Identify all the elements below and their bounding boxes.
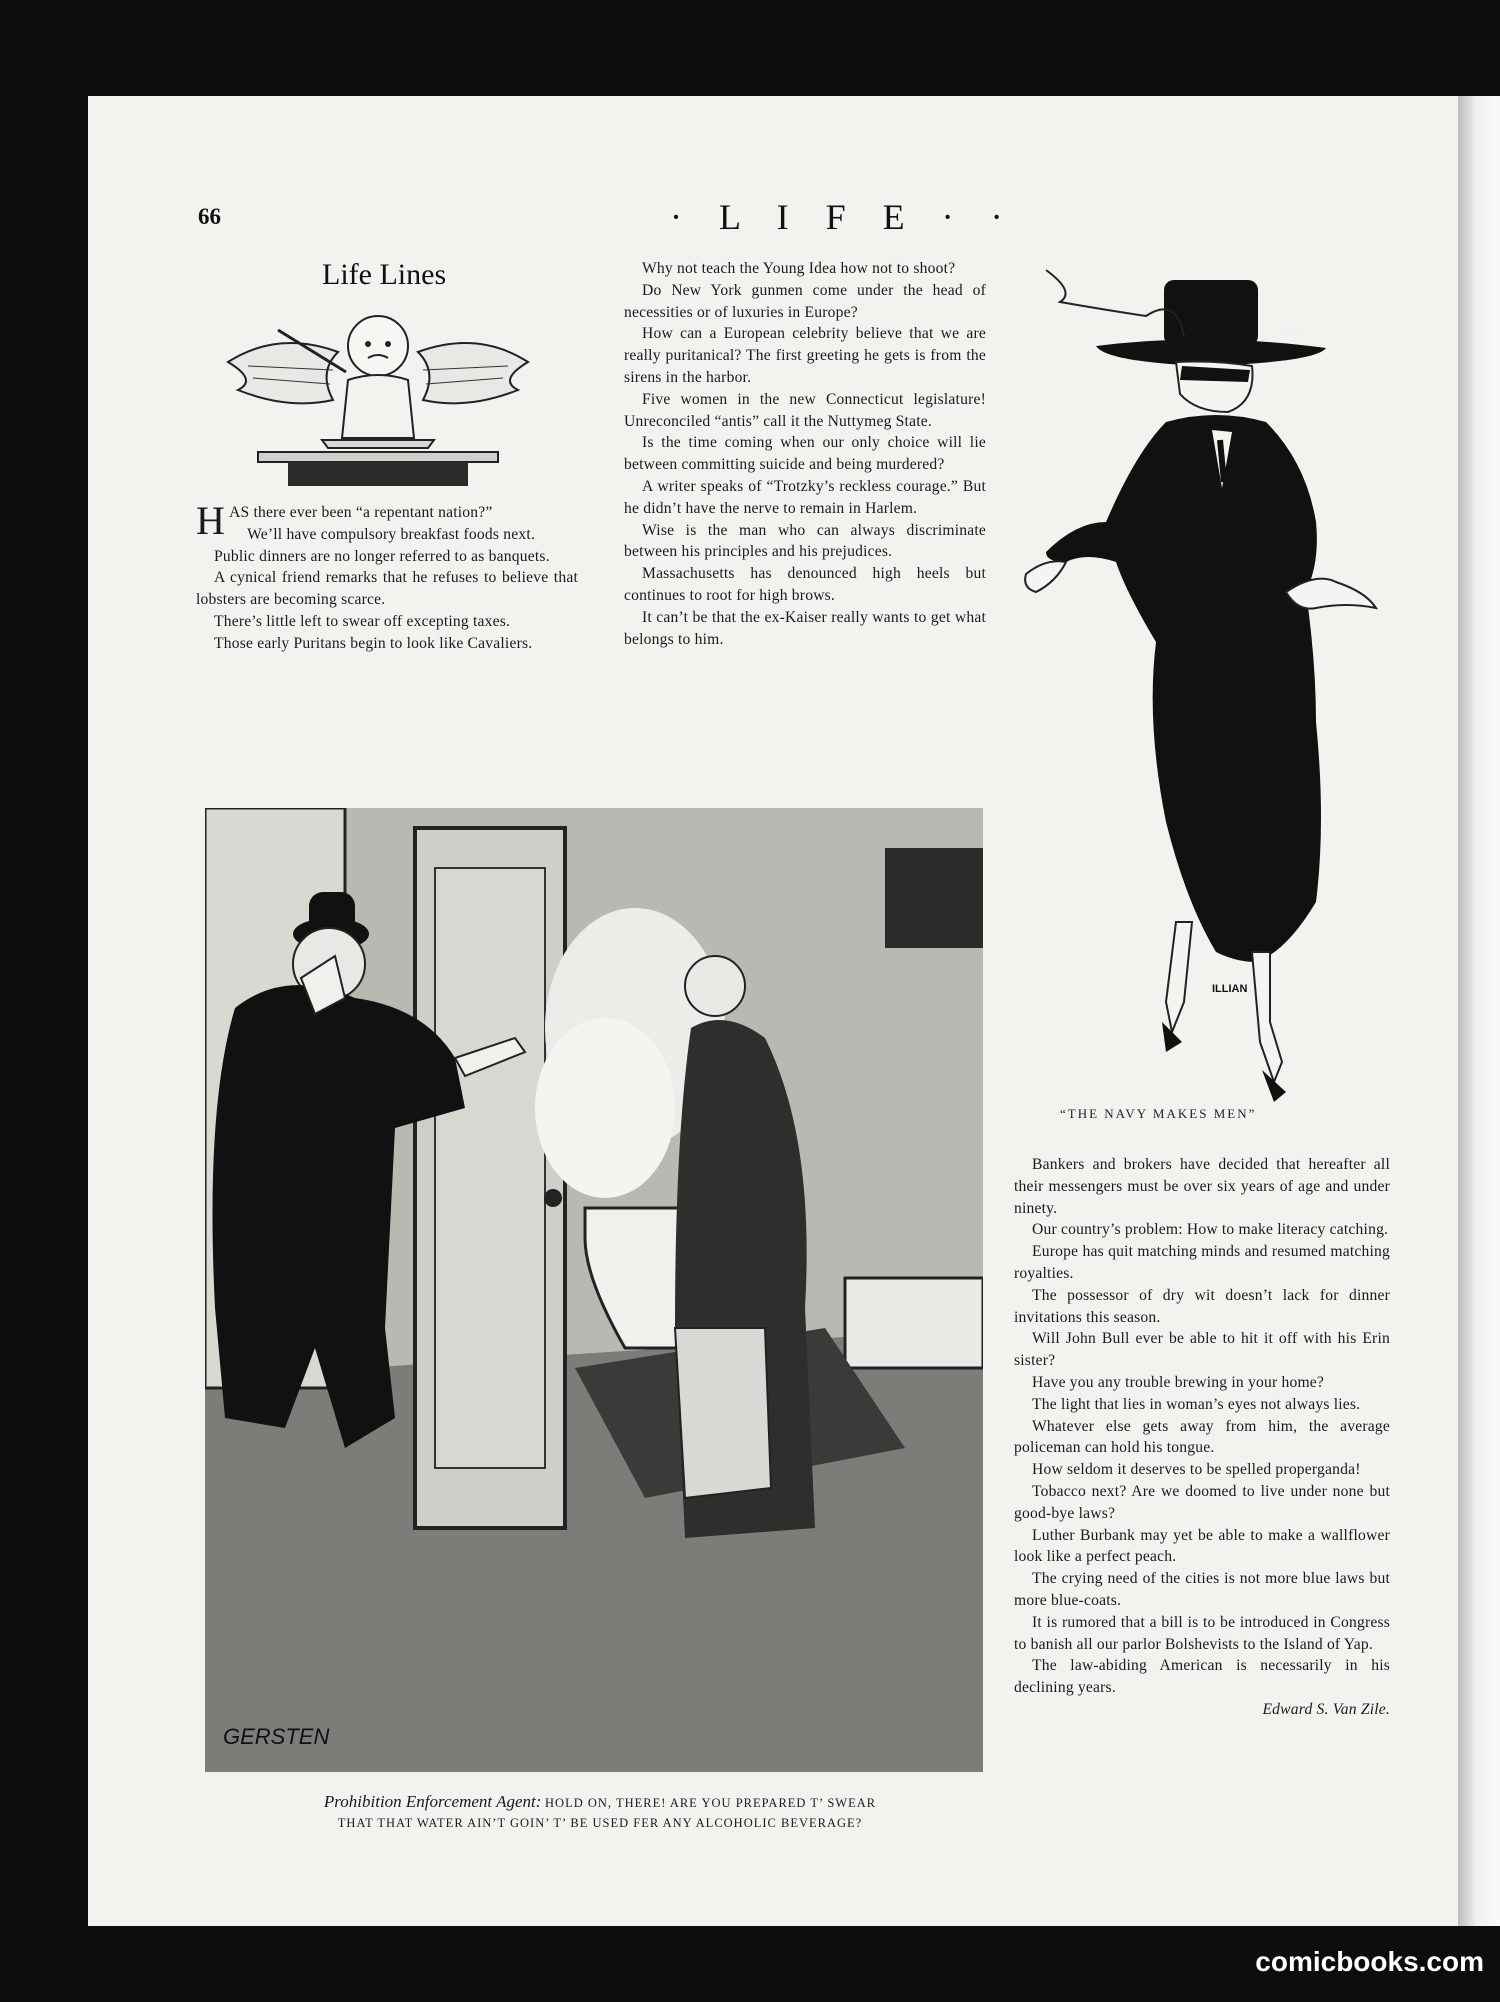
author-signature: Edward S. Van Zile. <box>1262 1700 1390 1718</box>
paragraph-14: The law-abiding American is necessarily in his declining years. <box>1014 1657 1390 1697</box>
watermark: comicbooks.com <box>1255 1946 1484 1977</box>
caption-line-2: THAT THAT WATER AIN’T GOIN’ T’ BE USED FER ANY ALCOHOLIC BEVERAGE? <box>337 1816 863 1830</box>
paragraph-8: Whatever else gets away from him, the average policeman can hold his tongue. <box>1014 1417 1390 1457</box>
paragraph-6: A writer speaks of “Trotzky’s reckless courage.” But he didn’t have the nerve to remain in Harlem. <box>624 477 986 517</box>
paragraph-9: It can’t be that the ex-Kaiser really wants to get what belongs to him. <box>624 608 986 648</box>
paragraph-4: The possessor of dry wit doesn’t lack for dinner invitations this season. <box>1014 1286 1390 1326</box>
section-title: Life Lines <box>322 258 447 291</box>
paragraph-3: Public dinners are no longer referred to as banquets. <box>214 547 550 565</box>
paragraph-4: A cynical friend remarks that he refuses to believe that lobsters are becoming scarce. <box>196 569 578 609</box>
paragraph-5: Is the time coming when our only choice will lie between committing suicide and being murdered? <box>624 434 986 474</box>
column-3-text <box>1014 1154 1390 1721</box>
facing-page-edge <box>1458 96 1500 1926</box>
paragraph-7: Wise is the man who can always discriminate between his principles and his prejudices. <box>624 521 986 561</box>
caption-speaker: Prohibition Enforcement Agent: <box>323 1792 542 1811</box>
illustration-caption: “THE NAVY MAKES MEN” <box>1060 1106 1257 1121</box>
paragraph-2: Our country’s problem: How to make literacy catching. <box>1032 1221 1389 1239</box>
page-number: 66 <box>198 204 221 229</box>
paragraph-2: Do New York gunmen come under the head of necessities or of luxuries in Europe? <box>624 281 986 321</box>
paragraph-13: It is rumored that a bill is to be introduced in Congress to banish all our parlor Bolshevists to the Island of Yap. <box>1014 1613 1390 1653</box>
column-1-text <box>196 498 578 655</box>
paragraph-4: Five women in the new Connecticut legislature! Unreconciled “antis” call it the Nuttymeg State. <box>624 390 986 430</box>
paragraph-9: How seldom it deserves to be spelled properganda! <box>1032 1461 1361 1479</box>
caption-line-1: HOLD ON, THERE! ARE YOU PREPARED T’ SWEAR <box>545 1796 877 1810</box>
paragraph-1: Why not teach the Young Idea how not to shoot? <box>642 260 956 277</box>
paragraph-10: Tobacco next? Are we doomed to live under none but good-bye laws? <box>1014 1482 1390 1522</box>
artist-signature: ILLIAN <box>1212 983 1248 995</box>
paragraph-1: Bankers and brokers have decided that hereafter all their messengers must be over six years of age and under ninety. <box>1014 1156 1390 1217</box>
paragraph-12: The crying need of the cities is not more blue laws but more blue-coats. <box>1014 1570 1390 1609</box>
cartoon-artist-signature: GERSTEN <box>223 1724 330 1749</box>
cartoon-illustration <box>205 808 983 1772</box>
cherub-illustration <box>218 300 538 490</box>
column-2-text <box>624 258 986 650</box>
paragraph-8: Massachusetts has denounced high heels but continues to root for high brows. <box>624 565 986 604</box>
navy-woman-illustration <box>1016 262 1396 1102</box>
cap-text: U.S. <box>1278 323 1306 339</box>
paragraph-5: There’s little left to swear off excepting taxes. <box>214 612 511 630</box>
masthead: · L I F E · · <box>670 197 1017 237</box>
drop-cap: H <box>196 498 226 543</box>
paragraph-2: We’ll have compulsory breakfast foods next. <box>247 525 536 543</box>
paragraph-1: HAS there ever been “a repentant nation?” <box>196 498 493 543</box>
paragraph-5: Will John Bull ever be able to hit it off with his Erin sister? <box>1014 1330 1390 1370</box>
paragraph-6: Those early Puritans begin to look like Cavaliers. <box>214 634 533 652</box>
paragraph-3: How can a European celebrity believe that we are really puritanical? The first greeting he gets is from the sirens in the harbor. <box>624 325 986 386</box>
cartoon-caption <box>205 1792 995 1833</box>
paragraph-6: Have you any trouble brewing in your home? <box>1032 1373 1325 1391</box>
paragraph-7: The light that lies in woman’s eyes not always lies. <box>1032 1395 1361 1413</box>
paragraph-11: Luther Burbank may yet be able to make a wallflower look like a perfect peach. <box>1014 1526 1390 1566</box>
paragraph-3: Europe has quit matching minds and resumed matching royalties. <box>1014 1243 1390 1282</box>
